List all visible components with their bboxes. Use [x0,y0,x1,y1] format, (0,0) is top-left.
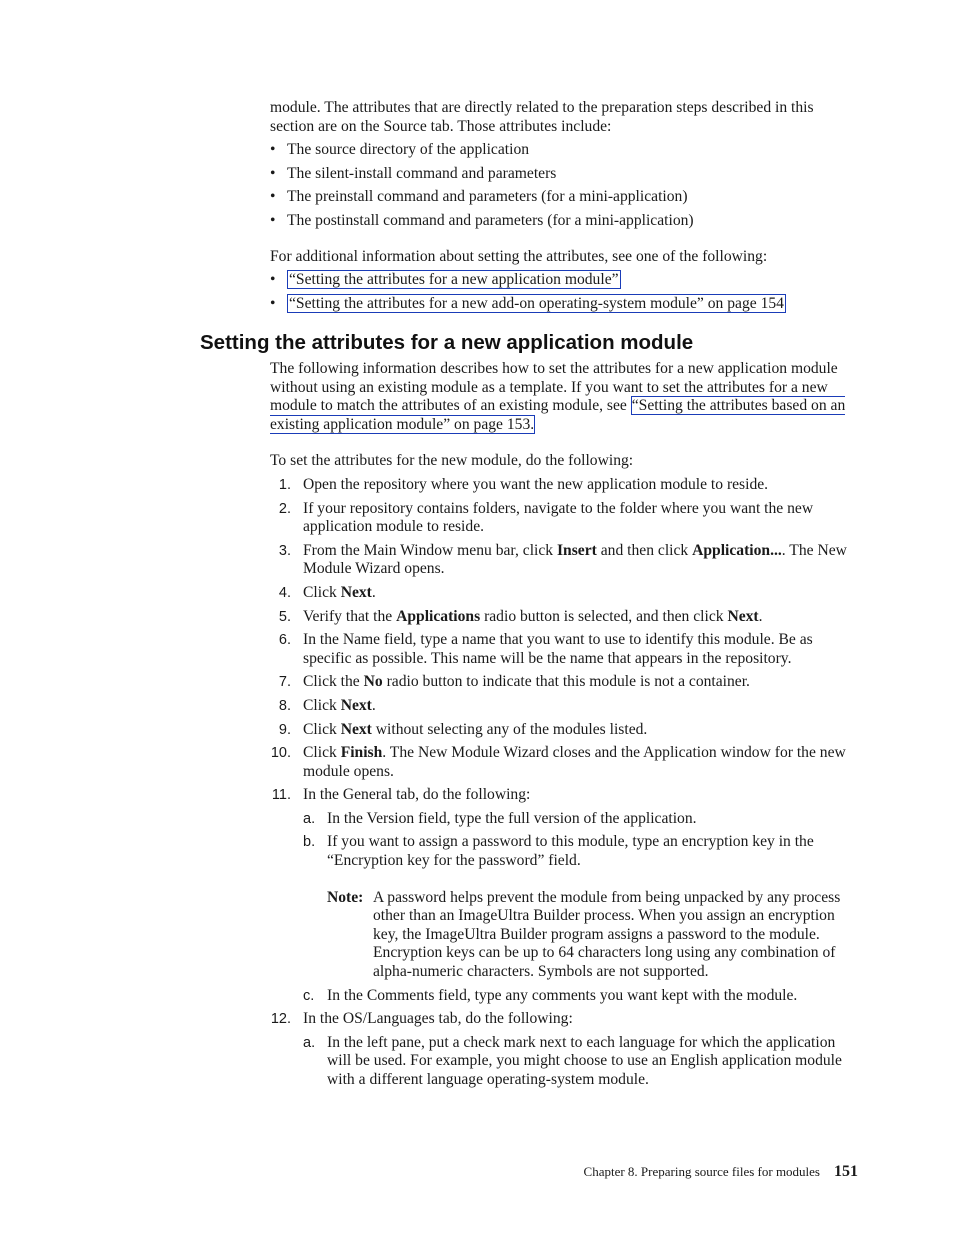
list-item: • The postinstall command and parameters (for a mini-application) [270,212,860,231]
intro-block [270,99,860,318]
substep-letter: c. [303,987,315,1004]
substep-letter: a. [303,1034,316,1051]
ui-term-applications: Applications [396,607,481,625]
ui-term-insert: Insert [556,541,597,559]
step-11 [270,786,860,1005]
section-heading: Setting the attributes for a new application module [200,331,694,354]
step-9: 9. Click Next without selecting any of the modules listed. [270,721,860,740]
substep-c: c. In the Comments field, type any comments you want kept with the module. [303,986,798,1004]
step-number: 5. [278,608,291,625]
list-item: • The silent-install command and parameters [270,165,860,184]
ui-term-no: No [363,673,383,691]
step-4: 4. Click Next. [270,584,860,603]
link-existing-application-module[interactable]: “Setting the attributes based on an existing application module” on page 153. [270,397,846,433]
step-number: 9. [278,721,291,738]
ui-term-next: Next [340,720,372,738]
substep-a: a. In the Version field, type the full version of the application. [303,809,697,827]
step-1 [270,476,860,495]
list-item [270,271,860,290]
chapter-title: Chapter 8. Preparing source files for modules [583,1164,820,1179]
note-text: A password helps prevent the module from being unpacked by any process other than an ImageUltra Builder process. When you assign an encryption key, the ImageUltra Builder program assigns a password to the module. Encryption keys can be up to 64 characters long using any combination of alpha-numeric characters. Symbols are not supported. [373,888,841,981]
ui-term-application: Application... [692,541,782,559]
step-number: 10. [270,745,291,762]
step-text: In the General tab, do the following: [303,786,531,804]
section-intro-paragraph [270,360,860,434]
substep-letter: b. [303,834,316,851]
list-item: • The preinstall command and parameters (for a mini-application) [270,188,860,207]
substeps-list [303,1034,860,1090]
section-intro-text: The following information describes how to set the attributes for a new application module without using an existing module as a template. If you want to set the attributes for a new module to match the attributes of an existing module, see [270,360,838,415]
substep-b: b. If you want to assign a password to this module, type an encryption key in the “Encryption key for the password” field. Note: A password helps prevent the module from being unpacked by any process other than an ImageUltra Builder process. When you assign an encryption key, the ImageUltra Builder program assigns a password to the module. Encryption keys can be up to 64 characters long using any combination of alpha-numeric characters. Symbols are not supported. [303,833,860,981]
step-10: 10. Click Finish. The New Module Wizard closes and the Application window for the new module opens. [270,744,860,781]
step-text: In the Name field, type a name that you want to use to identify this module. Be as specific as possible. This name will be the name that appears in the repository. [303,631,813,667]
step-8: 8. Click Next. [270,697,860,716]
step-number: 2. [278,500,291,517]
steps-intro-paragraph: To set the attributes for the new module, do the following: [270,452,634,470]
page-footer [584,1162,858,1182]
section-body [270,360,860,1095]
steps-list [270,476,860,1090]
link-new-addon-os-module[interactable]: “Setting the attributes for a new add-on operating-system module” on page 154 [289,294,784,312]
step-number: 1. [278,476,291,493]
step-text: In the OS/Languages tab, do the following: [303,1010,573,1028]
step-number: 7. [278,674,291,691]
attribute-bullet-list [270,141,860,230]
page-number: 151 [834,1163,858,1180]
step-number: 8. [278,697,291,714]
ui-term-next: Next [727,607,759,625]
step-number: 12. [270,1011,291,1028]
step-12 [270,1010,860,1089]
step-text: Open the repository where you want the new application module to reside. [303,475,769,493]
password-note [327,889,860,982]
step-7: 7. Click the No radio button to indicate that this module is not a container. [270,673,860,692]
ui-term-finish: Finish [340,744,383,762]
step-2 [270,500,860,537]
step-number: 6. [278,632,291,649]
step-number: 3. [278,542,291,559]
ui-term-next: Next [340,583,372,601]
additional-info-paragraph: For additional information about setting the attributes, see one of the following: [270,247,768,265]
step-5: 5. Verify that the Applications radio button is selected, and then click Next. [270,608,860,627]
list-item [270,295,860,314]
substep-a: a. In the left pane, put a check mark next to each language for which the application will be used. For example, you might choose to use an English application module with a different language operating-system module. [303,1033,842,1088]
list-item: • The source directory of the application [270,141,860,160]
link-new-application-module[interactable]: “Setting the attributes for a new application module” [289,271,619,289]
step-number: 4. [278,584,291,601]
step-6 [270,631,860,668]
intro-paragraph: module. The attributes that are directly related to the preparation steps described in this section are on the Source tab. Those attributes include: [270,99,814,135]
ui-term-next: Next [340,696,372,714]
step-number: 11. [271,787,291,804]
step-3: 3. From the Main Window menu bar, click Insert and then click Application.... The New Module Wizard opens. [270,542,860,579]
note-label: Note: [327,888,364,906]
substep-letter: a. [303,810,316,827]
reference-link-list [270,271,860,313]
substeps-list [303,810,860,1005]
step-text: If your repository contains folders, navigate to the folder where you want the new application module to reside. [303,499,814,536]
